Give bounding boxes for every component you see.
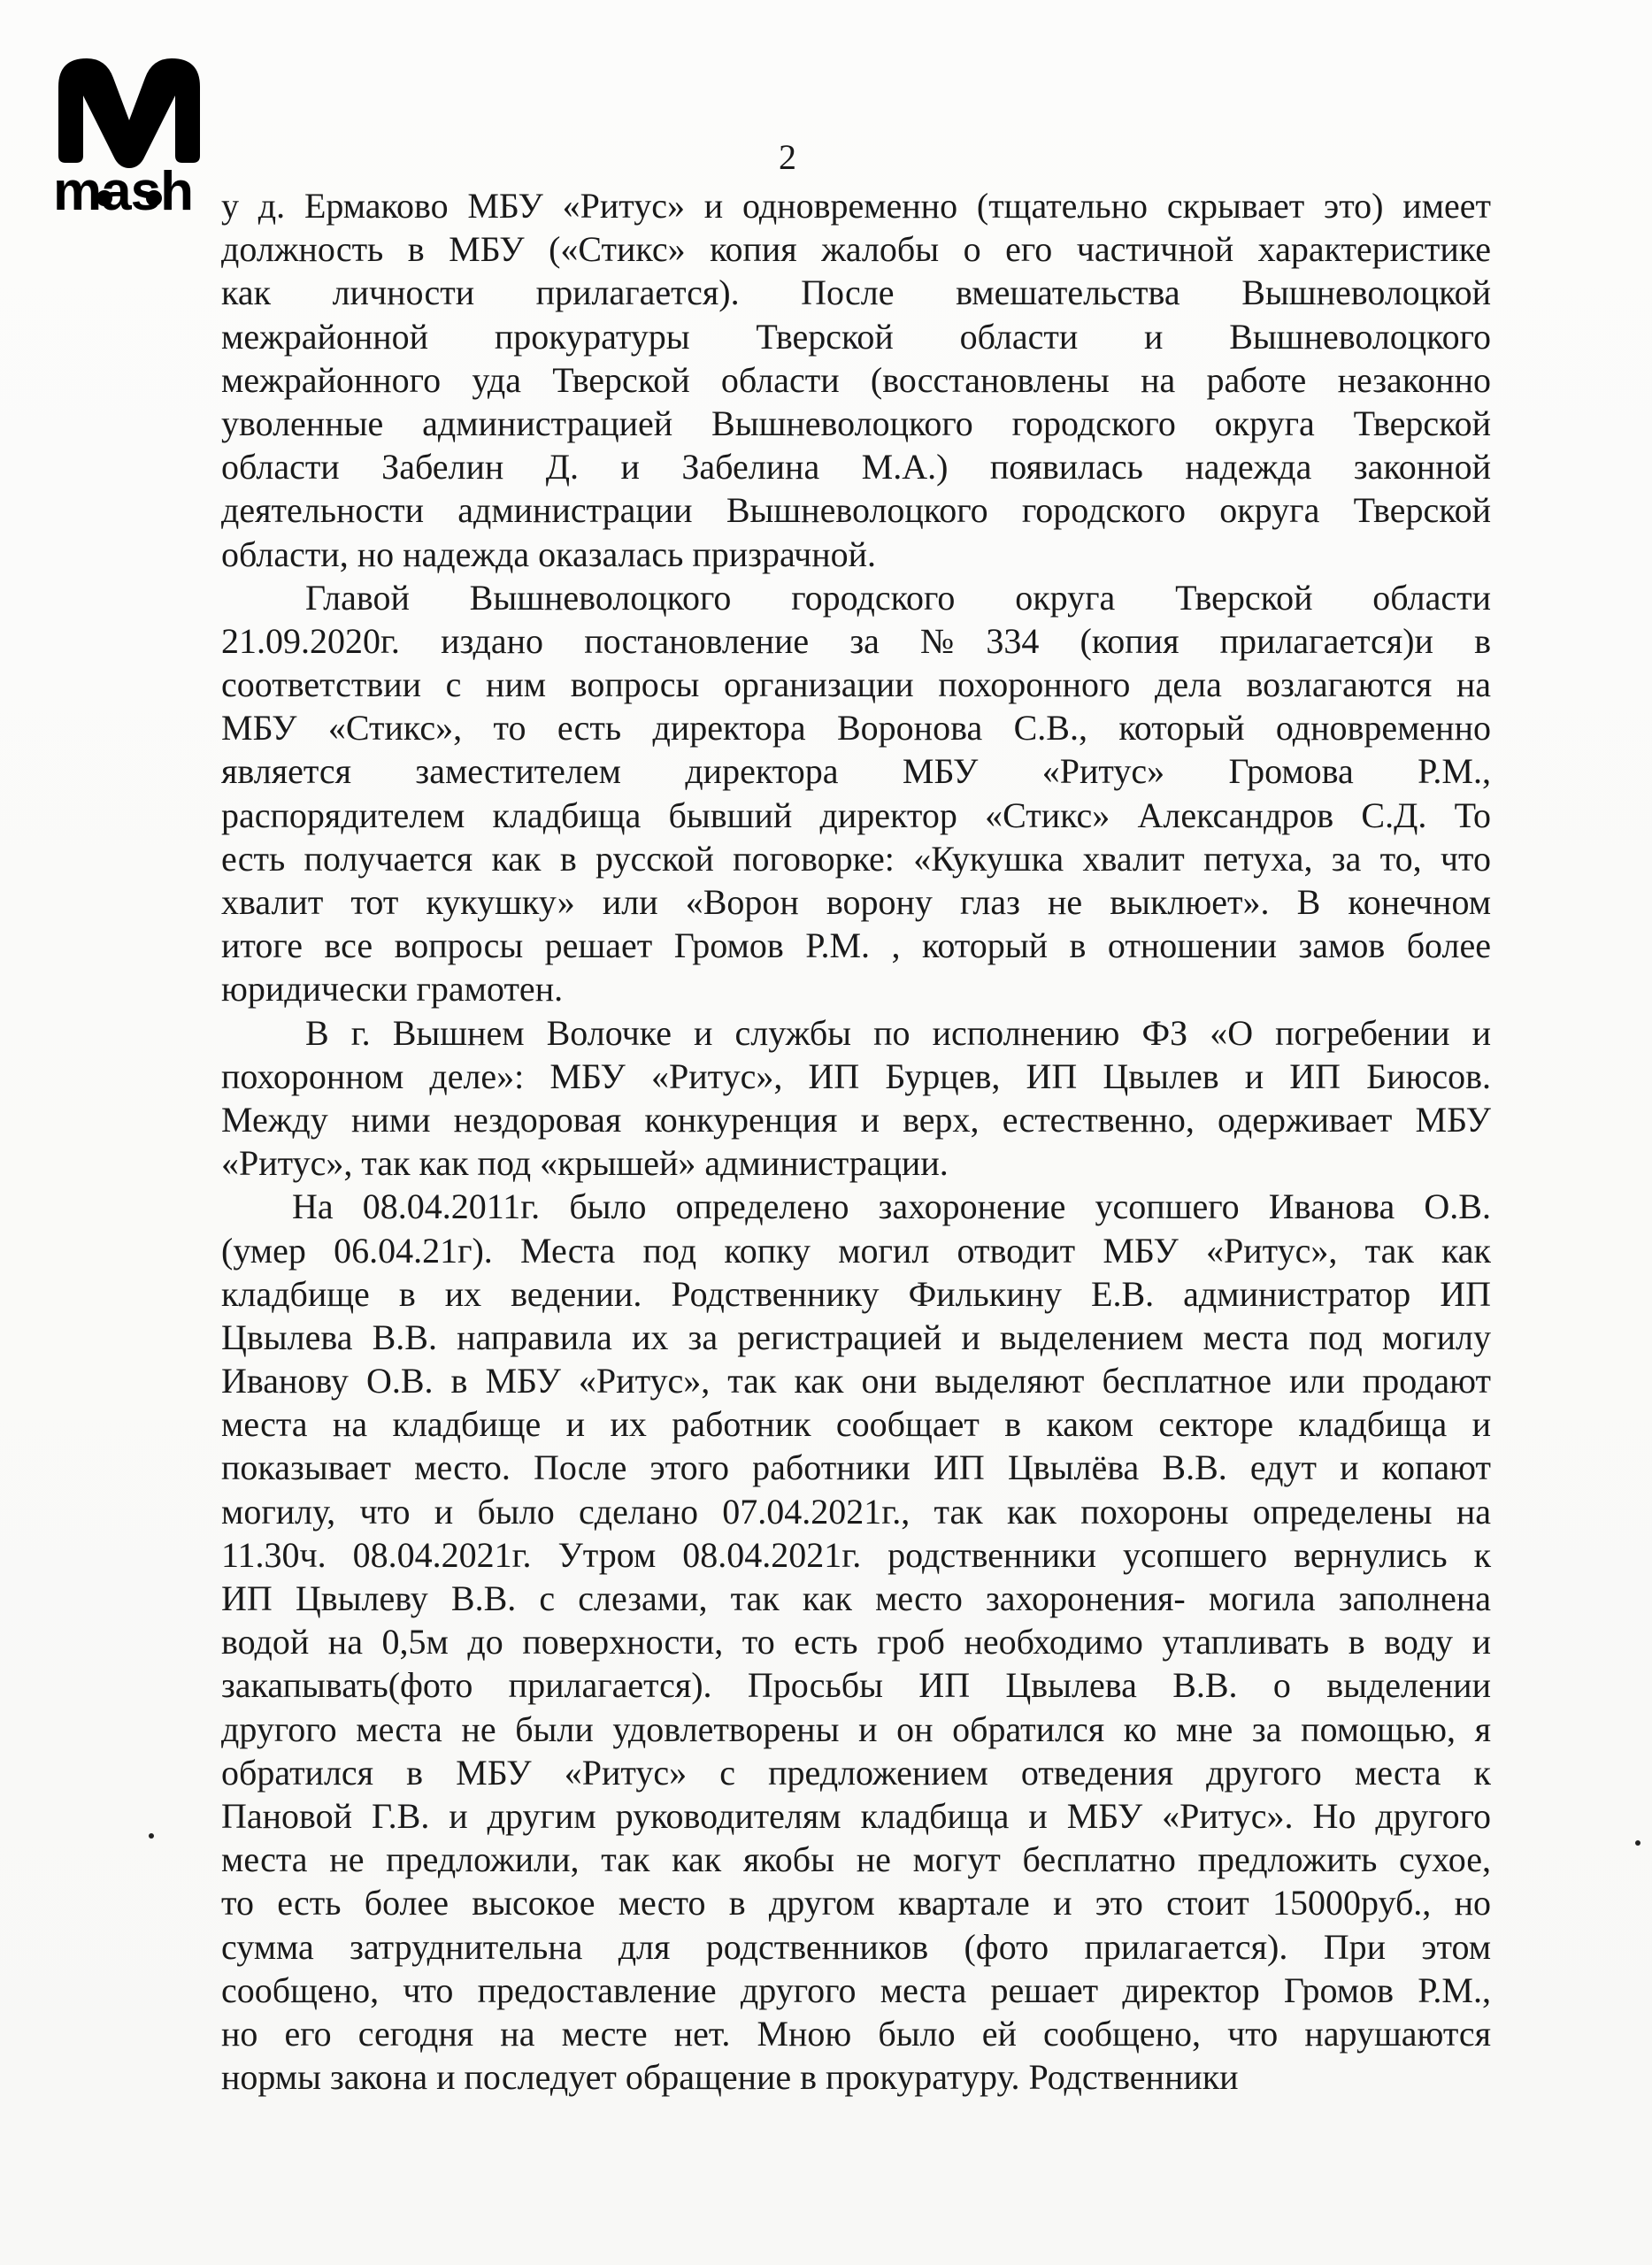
- text-line: «Ритус», так как под «крышей» администрации.: [221, 1143, 949, 1184]
- text-line: кладбище в их ведении. Родственнику Филькину Е.В. администратор ИП: [221, 1273, 1491, 1314]
- text-line: области, но надежда оказалась призрачной.: [221, 534, 877, 574]
- text-line: есть получается как в русской поговорке: «Кукушка хвалит петуха, за то, что: [221, 838, 1491, 879]
- text-line: Главой Вышневолоцкого городского округа Тверской области: [305, 577, 1491, 618]
- text-line: межрайонного уда Тверской области (восстановлены на работе незаконно: [221, 359, 1491, 400]
- text-line: ИП Цвылеву В.В. с слезами, так как место захоронения- могила заполнена: [221, 1578, 1491, 1618]
- text-line: На 08.04.2011г. было определено захоронение усопшего Иванова О.В.: [292, 1186, 1491, 1227]
- text-line: итоге все вопросы решает Громов Р.М. , который в отношении замов более: [221, 925, 1491, 966]
- text-line: нормы закона и последует обращение в прокуратуру. Родственники: [221, 2057, 1239, 2098]
- text-line: должность в МБУ («Стикс» копия жалобы о его частичной характеристике: [221, 229, 1491, 270]
- text-line: распорядителем кладбища бывший директор «Стикс» Александров С.Д. То: [221, 795, 1491, 835]
- text-line: места не предложили, так как якобы не могут бесплатно предложить сухое,: [221, 1839, 1491, 1880]
- mash-logo-text: mash: [53, 161, 193, 222]
- text-line: но его сегодня на месте нет. Мною было ей сообщено, что нарушаются: [221, 2013, 1491, 2054]
- text-line: закапывать(фото прилагается). Просьбы ИП Цвылева В.В. о выделении: [221, 1665, 1491, 1706]
- text-line: деятельности администрации Вышневолоцкого городского округа Тверской: [221, 490, 1491, 531]
- text-line: соответствии с ним вопросы организации похоронного дела возлагаются на: [221, 664, 1491, 705]
- page-number: 2: [779, 137, 796, 177]
- text-line: 21.09.2020г. издано постановление за №334 (копия прилагается)и в: [221, 620, 1491, 661]
- text-line: показывает место. После этого работники ИП Цвылёва В.В. едут и копают: [221, 1447, 1491, 1488]
- text-line: В г. Вышнем Волочке и службы по исполнению ФЗ «О погребении и: [305, 1012, 1491, 1053]
- text-line: Цвылева В.В. направила их за регистрацией и выделением места под могилу: [221, 1317, 1491, 1357]
- text-line: обратился в МБУ «Ритус» с предложением отведения другого места к: [221, 1752, 1491, 1793]
- text-line: другого места не были удовлетворены и он обратился ко мне за помощью, я: [221, 1708, 1491, 1749]
- text-line: сообщено, что предоставление другого места решает директор Громов Р.М.,: [221, 1969, 1491, 2010]
- text-line: места на кладбище и их работник сообщает в каком секторе кладбища и: [221, 1404, 1491, 1445]
- text-line: Пановой Г.В. и другим руководителям кладбища и МБУ «Ритус». Но другого: [221, 1795, 1491, 1836]
- text-line: хвалит тот кукушку» или «Ворон ворону глаз не выклюет». В конечном: [221, 882, 1491, 922]
- text-line: сумма затруднительна для родственников (фото прилагается). При этом: [221, 1926, 1491, 1967]
- text-line: (умер 06.04.21г). Места под копку могил отводит МБУ «Ритус», так как: [221, 1230, 1491, 1271]
- scan-speck: [1635, 1840, 1640, 1846]
- text-line: у д. Ермаково МБУ «Ритус» и одновременно (тщательно скрывает это) имеет: [221, 186, 1491, 226]
- text-line: могилу, что и было сделано 07.04.2021г., так как похороны определены на: [221, 1491, 1491, 1532]
- scan-speck: [149, 1833, 154, 1839]
- letter-body: [221, 184, 1491, 2099]
- text-line: юридически грамотен.: [221, 969, 564, 1010]
- text-line: похоронном деле»: МБУ «Ритус», ИП Бурцев, ИП Цвылев и ИП Биюсов.: [221, 1056, 1491, 1096]
- text-line: межрайонной прокуратуры Тверской области и Вышневолоцкого: [221, 316, 1491, 357]
- text-line: водой на 0,5м до поверхности, то есть гроб необходимо утапливать в воду и: [221, 1622, 1491, 1662]
- text-line: как личности прилагается). После вмешательства Вышневолоцкой: [221, 273, 1491, 313]
- text-line: Иванову О.В. в МБУ «Ритус», так как они выделяют бесплатное или продают: [221, 1361, 1491, 1401]
- text-line: области Забелин Д. и Забелина М.А.) появилась надежда законной: [221, 447, 1491, 488]
- text-line: уволенные администрацией Вышневолоцкого городского округа Тверской: [221, 403, 1491, 443]
- text-line: то есть более высокое место в другом квартале и это стоит 15000руб., но: [221, 1883, 1491, 1923]
- text-line: Между ними нездоровая конкуренция и верх, естественно, одерживает МБУ: [221, 1099, 1491, 1140]
- text-line: МБУ «Стикс», то есть директора Воронова С.В., который одновременно: [221, 708, 1491, 749]
- text-line: является заместителем директора МБУ «Ритус» Громова Р.М.,: [221, 751, 1491, 792]
- text-line: 11.30ч. 08.04.2021г. Утром 08.04.2021г. родственники усопшего вернулись к: [221, 1534, 1491, 1575]
